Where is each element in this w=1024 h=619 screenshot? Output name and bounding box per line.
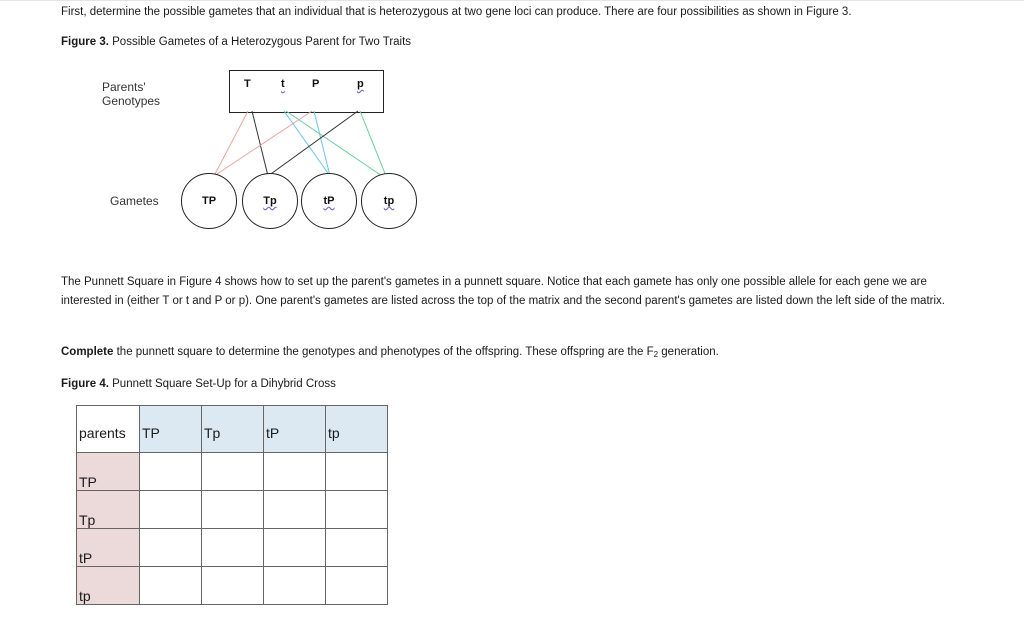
line-T-to-TP: [214, 111, 248, 176]
punnett-cell[interactable]: [264, 529, 326, 567]
allele-P: P: [312, 78, 320, 90]
row-header-tP: tP: [77, 529, 140, 567]
col-header-TP: TP: [140, 406, 202, 453]
punnett-row: [77, 529, 388, 567]
figure-3-label: Figure 3.: [61, 36, 109, 48]
punnett-cell[interactable]: [326, 453, 388, 491]
complete-end: generation.: [658, 346, 719, 358]
punnett-cell[interactable]: [202, 529, 264, 567]
punnett-cell[interactable]: [202, 453, 264, 491]
punnett-cell[interactable]: [326, 567, 388, 605]
line-t-to-tP: [284, 111, 330, 176]
line-T-to-Tp: [252, 111, 268, 176]
col-header-tp: tp: [326, 406, 388, 453]
complete-text: the punnett square to determine the genotypes and phenotypes of the offspring. These offspring are the F: [113, 346, 654, 358]
punnett-corner: parents: [77, 406, 140, 453]
gamete-tp: [361, 173, 417, 229]
line-t-to-tp: [286, 111, 382, 176]
parents-label-line1: Parents': [102, 80, 146, 94]
gamete-tP-label: tP: [323, 195, 335, 207]
punnett-explanation: The Punnett Square in Figure 4 shows how to set up the parent's gametes in a punnett square. Notice that each gamete has only one possible allele for each gene we are interested in (either T or t and P or p). One parent's gametes are listed across the top of the matrix and the second parent's gametes are listed down the left side of the matrix.: [61, 276, 945, 307]
allele-T: T: [244, 78, 251, 90]
line-p-to-Tp: [268, 111, 358, 176]
f2-subscript: 2: [653, 350, 659, 359]
col-header-Tp: Tp: [202, 406, 264, 453]
col-header-tP: tP: [264, 406, 326, 453]
punnett-square: [76, 405, 388, 605]
figure-4-title: Punnett Square Set-Up for a Dihybrid Cross: [108, 378, 336, 390]
punnett-cell[interactable]: [140, 453, 202, 491]
intro-text: First, determine the possible gametes that an individual that is heterozygous at two gene loci can produce. There are four possibilities as shown in Figure 3.: [61, 6, 852, 18]
gamete-TP: [181, 173, 237, 229]
figure-4-label: Figure 4.: [61, 378, 109, 390]
line-P-to-TP: [214, 111, 312, 176]
gametes-label: Gametes: [110, 194, 159, 208]
punnett-cell[interactable]: [140, 567, 202, 605]
punnett-cell[interactable]: [202, 491, 264, 529]
punnett-cell[interactable]: [326, 529, 388, 567]
complete-instruction: [61, 343, 719, 364]
row-header-TP: TP: [77, 453, 140, 491]
gamete-Tp: [242, 173, 298, 229]
punnett-cell[interactable]: [202, 567, 264, 605]
complete-bold: Complete: [61, 346, 114, 358]
allele-t: t: [281, 78, 285, 90]
line-P-to-tP: [314, 111, 330, 176]
parents-label-line2: Genotypes: [102, 94, 161, 108]
gamete-tP: [301, 173, 357, 229]
punnett-header-row: [77, 406, 388, 453]
punnett-cell[interactable]: [326, 491, 388, 529]
line-p-to-tp: [360, 111, 386, 176]
row-header-Tp: Tp: [77, 491, 140, 529]
punnett-row: [77, 491, 388, 529]
figure-4-caption: [61, 375, 336, 394]
gamete-tp-label: tp: [383, 195, 395, 207]
punnett-row: [77, 567, 388, 605]
figure-3-title: Possible Gametes of a Heterozygous Parent for Two Traits: [108, 36, 412, 48]
punnett-cell[interactable]: [140, 491, 202, 529]
punnett-cell[interactable]: [140, 529, 202, 567]
gamete-Tp-label: Tp: [263, 195, 277, 207]
punnett-cell[interactable]: [264, 453, 326, 491]
allele-p: p: [357, 78, 364, 90]
gamete-TP-label: TP: [201, 195, 217, 207]
punnett-cell[interactable]: [264, 491, 326, 529]
punnett-cell[interactable]: [264, 567, 326, 605]
row-header-tp: tp: [77, 567, 140, 605]
punnett-row: [77, 453, 388, 491]
